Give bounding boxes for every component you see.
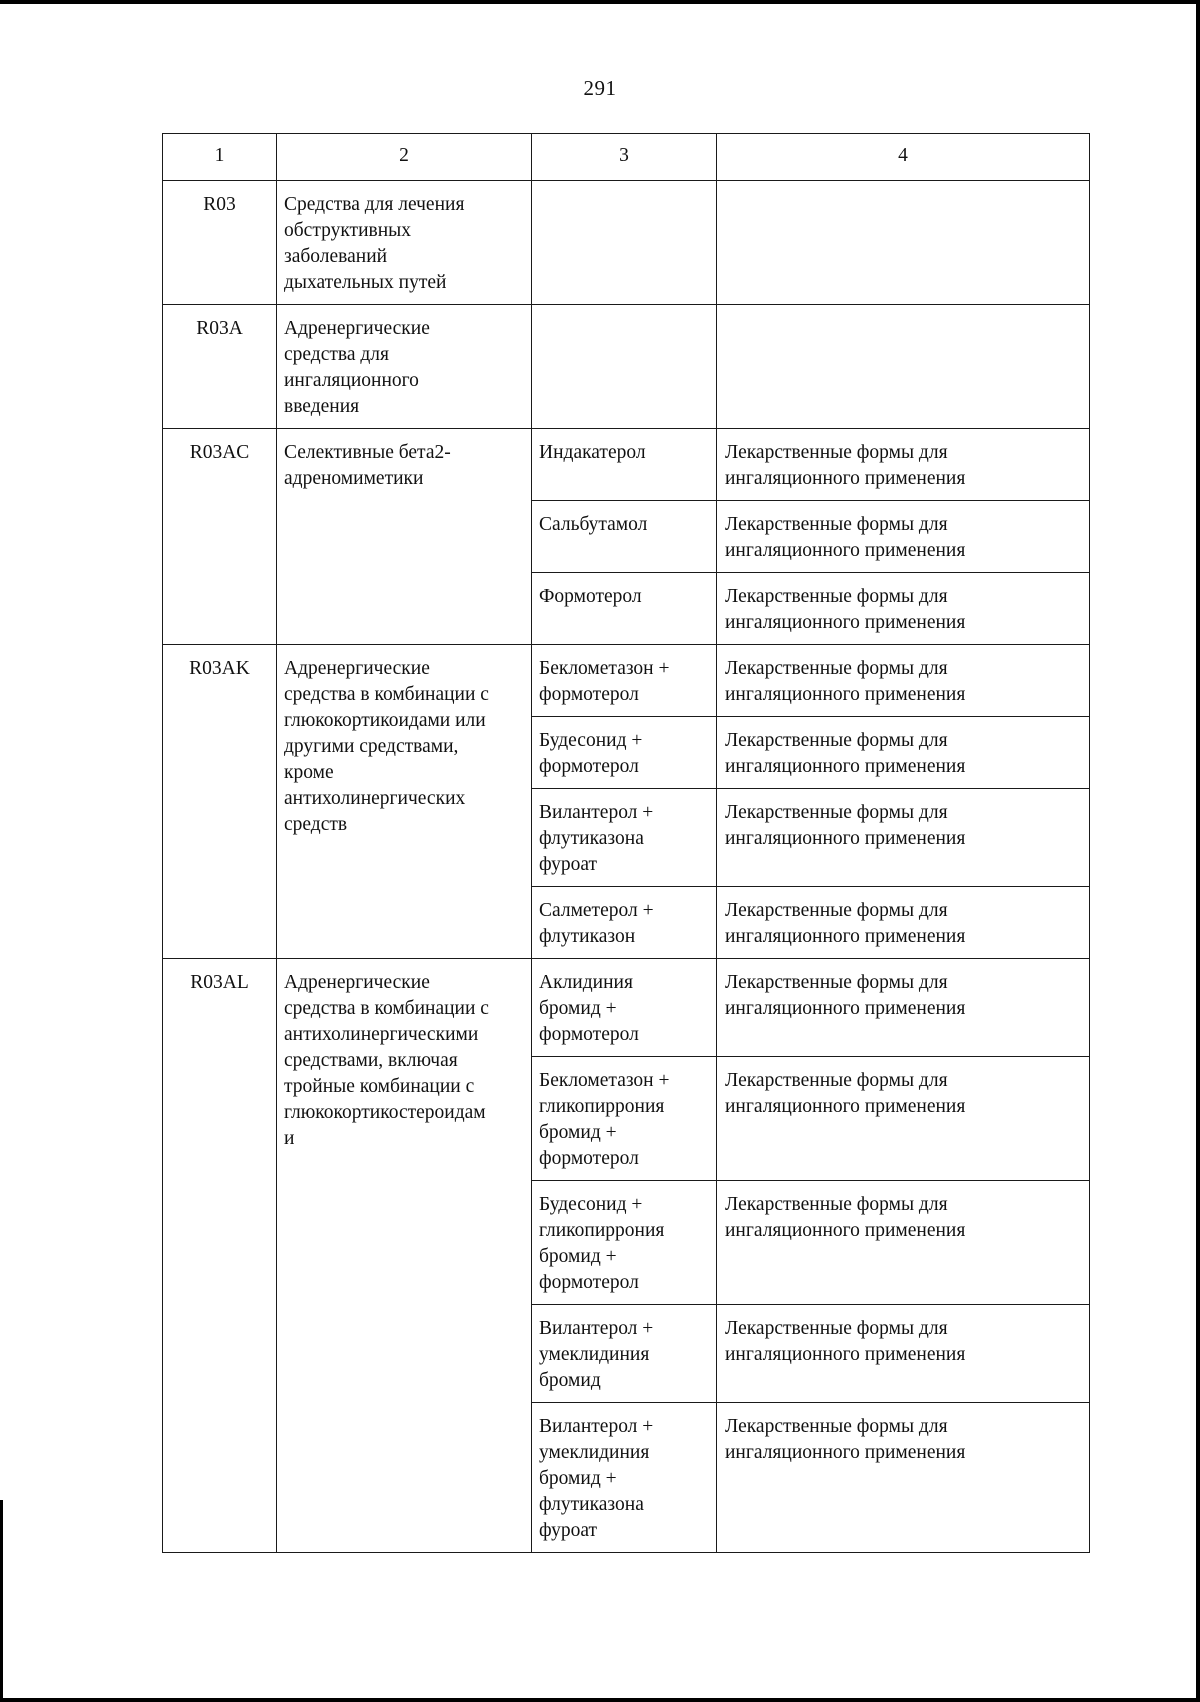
dosage-form-cell: Лекарственные формы для ингаляционного применения: [717, 717, 1090, 789]
group-name-cell: Адренергические средства в комбинации с антихолинергическими средствами, включая тройные комбинации с глюкокортикостероидам и: [277, 959, 532, 1553]
page-number: 291: [583, 76, 617, 100]
dosage-form-cell: Лекарственные формы для ингаляционного применения: [717, 501, 1090, 573]
dosage-form-cell: Лекарственные формы для ингаляционного применения: [717, 573, 1090, 645]
dosage-form-cell: Лекарственные формы для ингаляционного применения: [717, 1057, 1090, 1181]
table-row: [163, 429, 1090, 501]
drug-name-cell: Вилантерол + флутиказона фуроат: [532, 789, 717, 887]
drug-name-cell: Беклометазон + формотерол: [532, 645, 717, 717]
atc-code-cell: R03AC: [163, 429, 277, 645]
dosage-form-cell: [717, 181, 1090, 305]
table-row: [163, 645, 1090, 717]
drug-name-cell: Салметерол + флутиказон: [532, 887, 717, 959]
group-name-cell: Средства для лечения обструктивных заболеваний дыхательных путей: [277, 181, 532, 305]
column-header: 1: [163, 134, 277, 181]
group-name-cell: Адренергические средства в комбинации с глюкокортикоидами или другими средствами, кроме антихолинергических средств: [277, 645, 532, 959]
column-header: 4: [717, 134, 1090, 181]
scan-border-left: [0, 1500, 3, 1702]
column-header: 2: [277, 134, 532, 181]
dosage-form-cell: Лекарственные формы для ингаляционного применения: [717, 1181, 1090, 1305]
atc-code-cell: R03AL: [163, 959, 277, 1553]
group-name-cell: Адренергические средства для ингаляционного введения: [277, 305, 532, 429]
drug-classification-table: [162, 133, 1090, 1553]
drug-name-cell: Вилантерол + умеклидиния бромид: [532, 1305, 717, 1403]
dosage-form-cell: Лекарственные формы для ингаляционного применения: [717, 959, 1090, 1057]
scan-border-bottom: [0, 1698, 1200, 1702]
dosage-form-cell: [717, 305, 1090, 429]
drug-name-cell: Беклометазон + гликопиррония бромид + формотерол: [532, 1057, 717, 1181]
drug-name-cell: Формотерол: [532, 573, 717, 645]
dosage-form-cell: Лекарственные формы для ингаляционного применения: [717, 1403, 1090, 1553]
table-body: [163, 181, 1090, 1553]
drug-name-cell: [532, 305, 717, 429]
scan-border-right: [1196, 0, 1200, 1702]
drug-name-cell: Индакатерол: [532, 429, 717, 501]
drug-name-cell: Сальбутамол: [532, 501, 717, 573]
drug-name-cell: Будесонид + формотерол: [532, 717, 717, 789]
dosage-form-cell: Лекарственные формы для ингаляционного применения: [717, 887, 1090, 959]
table-row: [163, 305, 1090, 429]
dosage-form-cell: Лекарственные формы для ингаляционного применения: [717, 429, 1090, 501]
column-header: 3: [532, 134, 717, 181]
drug-name-cell: Вилантерол + умеклидиния бромид + флутиказона фуроат: [532, 1403, 717, 1553]
scan-border-top: [0, 0, 1200, 4]
atc-code-cell: R03: [163, 181, 277, 305]
atc-code-cell: R03A: [163, 305, 277, 429]
drug-name-cell: Будесонид + гликопиррония бромид + формотерол: [532, 1181, 717, 1305]
drug-name-cell: [532, 181, 717, 305]
table-row: [163, 181, 1090, 305]
header-row: [163, 134, 1090, 181]
atc-code-cell: R03AK: [163, 645, 277, 959]
group-name-cell: Селективные бета2- адреномиметики: [277, 429, 532, 645]
dosage-form-cell: Лекарственные формы для ингаляционного применения: [717, 789, 1090, 887]
dosage-form-cell: Лекарственные формы для ингаляционного применения: [717, 645, 1090, 717]
dosage-form-cell: Лекарственные формы для ингаляционного применения: [717, 1305, 1090, 1403]
drug-name-cell: Аклидиния бромид + формотерол: [532, 959, 717, 1057]
table-row: [163, 959, 1090, 1057]
table-header: [163, 134, 1090, 181]
